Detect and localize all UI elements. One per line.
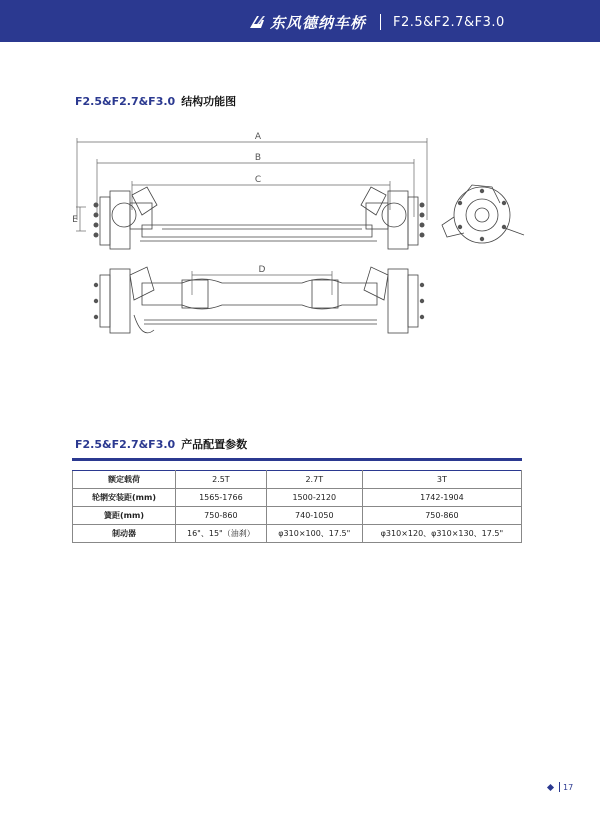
table-cell: 2.5T [176,471,267,489]
row-label: 额定载荷 [73,471,176,489]
dim-label-e: E [72,215,78,225]
table-cell: 2.7T [266,471,362,489]
table-row [73,525,522,543]
dim-label-b: B [254,153,262,163]
dim-label-a: A [254,132,262,142]
table-cell: 750-860 [176,507,267,525]
row-label: 轮辋安装距(mm) [73,489,176,507]
table-cell: 1742-1904 [362,489,521,507]
table-cell: 1500-2120 [266,489,362,507]
brand-divider [380,14,381,30]
footer-divider [559,782,560,792]
dim-label-c: C [254,175,262,185]
table-row [73,489,522,507]
section-structure-label: 结构功能图 [181,95,237,108]
table-cell: φ310×100、17.5" [266,525,362,543]
brand-block [248,10,505,34]
diamond-icon [547,783,554,790]
section-config-rule [72,458,522,461]
row-label: 簧距(mm) [73,507,176,525]
section-config-code: F2.5&F2.7&F3.0 [75,438,176,451]
model-line: F2.5&F2.7&F3.0 [393,14,505,30]
table-cell: 750-860 [362,507,521,525]
brand-name: 东风德纳车桥 [270,13,367,32]
config-table [72,470,522,543]
header-band [0,0,600,42]
section-structure-title [75,93,236,109]
dim-label-d: D [258,265,266,275]
page-number: 17 [563,782,574,792]
section-config-title [75,436,247,452]
table-cell: 3T [362,471,521,489]
row-label: 制动器 [73,525,176,543]
page-footer [548,782,573,792]
section-config-label: 产品配置参数 [181,438,248,451]
table-cell: 740-1050 [266,507,362,525]
section-structure-code: F2.5&F2.7&F3.0 [75,95,176,108]
table-cell: φ310×120、φ310×130、17.5" [362,525,521,543]
table-cell: 16"、15"（油刹） [176,525,267,543]
brand-logo-icon [248,13,266,31]
axle-drawing [72,125,527,350]
table-cell: 1565-1766 [176,489,267,507]
table-row [73,471,522,489]
table-row [73,507,522,525]
